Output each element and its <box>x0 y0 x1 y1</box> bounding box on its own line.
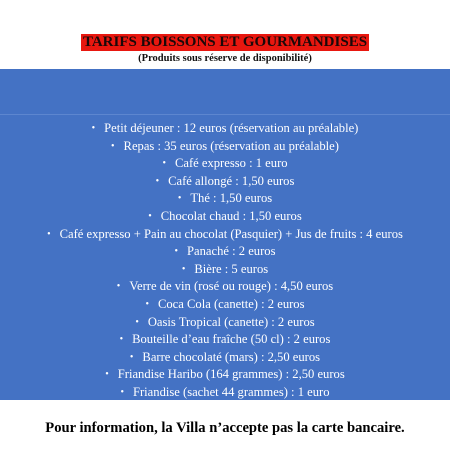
list-item <box>0 349 450 367</box>
bullet-icon: • <box>181 263 186 275</box>
list-item <box>0 384 450 400</box>
bullet-icon: • <box>145 298 149 310</box>
panel-divider <box>0 114 450 115</box>
list-item <box>0 296 450 314</box>
page-title: TARIFS BOISSONS ET GOURMANDISES <box>82 34 368 50</box>
bullet-icon: • <box>120 386 124 398</box>
list-item-text: Oasis Tropical (canette) : 2 euros <box>147 314 315 329</box>
list-item-text: Café expresso : 1 euro <box>174 156 288 171</box>
bullet-icon: • <box>47 228 51 240</box>
price-panel <box>0 69 450 400</box>
bullet-icon: • <box>129 351 134 363</box>
list-item <box>0 173 450 191</box>
list-item-text: Bouteille d’eau fraîche (50 cl) : 2 euros <box>132 332 331 347</box>
list-item-text: Chocolat chaud : 1,50 euros <box>160 208 302 223</box>
bullet-icon: • <box>116 281 121 293</box>
list-item-text: Barre chocolaté (mars) : 2,50 euros <box>142 349 321 364</box>
price-list <box>0 120 450 400</box>
bullet-icon: • <box>111 140 115 152</box>
list-item <box>0 120 450 138</box>
payment-notice: Pour information, la Villa n’accepte pas la carte bancaire. <box>45 420 405 436</box>
list-item <box>0 138 450 156</box>
bullet-icon: • <box>177 193 182 205</box>
list-item-text: Coca Cola (canette) : 2 euros <box>157 296 305 311</box>
list-item <box>0 208 450 226</box>
list-item <box>0 314 450 332</box>
list-item <box>0 331 450 349</box>
bullet-icon: • <box>155 175 160 187</box>
list-item-text: Café expresso + Pain au chocolat (Pasquier) + Jus de fruits : 4 euros <box>59 226 403 241</box>
bullet-icon: • <box>162 158 166 170</box>
bullet-icon: • <box>174 246 179 258</box>
list-item-text: Bière : 5 euros <box>194 261 269 276</box>
bullet-icon: • <box>148 210 152 222</box>
list-item-text: Panaché : 2 euros <box>187 244 276 259</box>
availability-note: (Produits sous réserve de disponibilité) <box>138 53 312 64</box>
list-item <box>0 243 450 261</box>
bullet-icon: • <box>91 123 96 134</box>
list-item-text: Thé : 1,50 euros <box>190 191 273 206</box>
title-container <box>0 33 450 51</box>
list-item-text: Repas : 35 euros (réservation au préalable) <box>123 138 339 153</box>
list-item-text: Friandise (sachet 44 grammes) : 1 euro <box>132 384 330 399</box>
list-item <box>0 278 450 296</box>
bullet-icon: • <box>119 334 124 346</box>
list-item <box>0 261 450 279</box>
list-item <box>0 366 450 384</box>
list-item-text: Friandise Haribo (164 grammes) : 2,50 euros <box>117 367 345 382</box>
list-item <box>0 155 450 173</box>
bullet-icon: • <box>135 316 139 328</box>
list-item-text: Verre de vin (rosé ou rouge) : 4,50 euros <box>129 279 334 294</box>
list-item-text: Café allongé : 1,50 euros <box>168 173 295 188</box>
list-item <box>0 190 450 208</box>
list-item-text: Petit déjeuner : 12 euros (réservation au préalable) <box>104 121 359 135</box>
list-item <box>0 226 450 244</box>
bullet-icon: • <box>105 369 109 381</box>
